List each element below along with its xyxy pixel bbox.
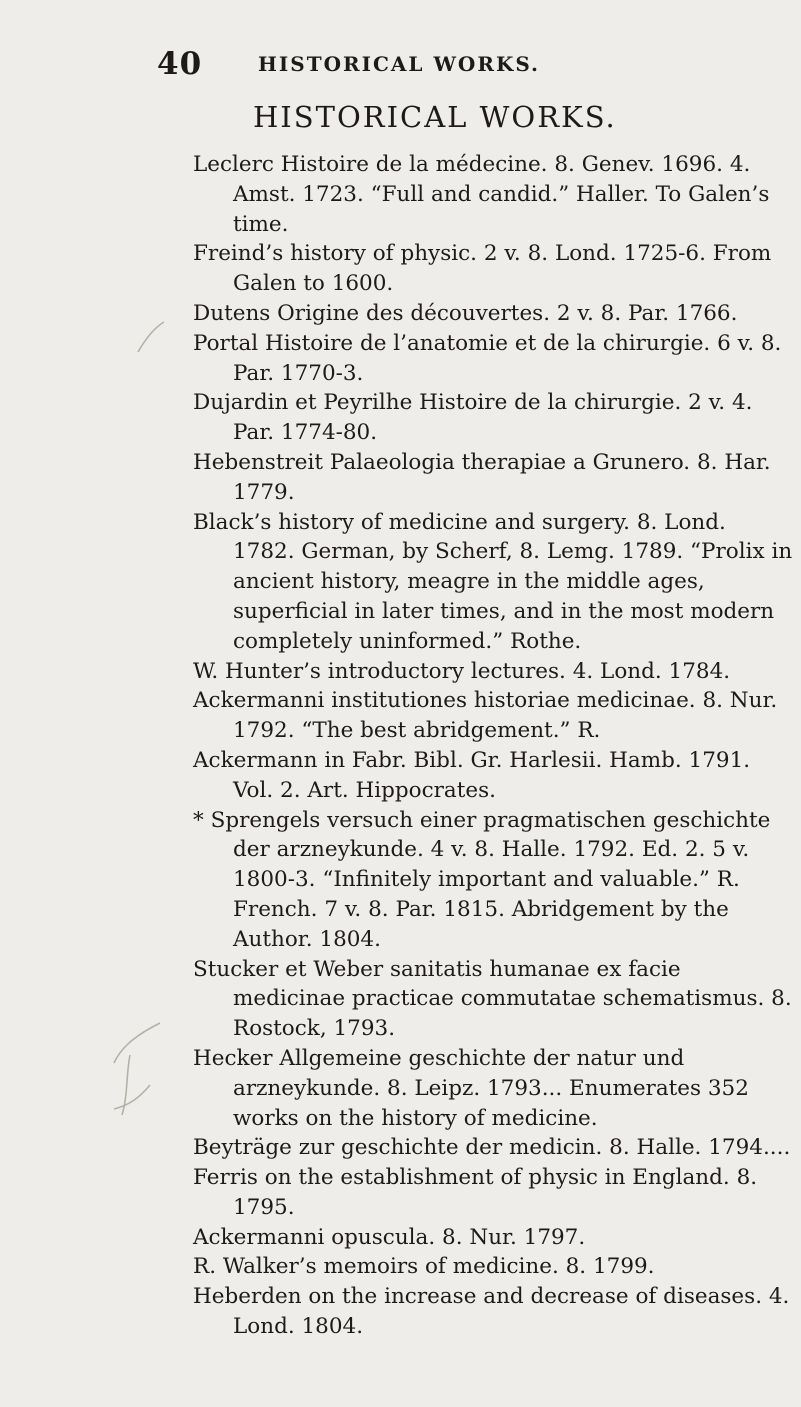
bibliography-entry: Dutens Origine des découvertes. 2 v. 8. Par. 1766. xyxy=(193,300,738,326)
bibliography-entry: Hecker Allgemeine geschichte der natur und arzneykunde. 8. Leipz. 1793... Enumerates 352 works on the history of medicine. xyxy=(193,1045,749,1131)
bibliography-entry: Ackermann in Fabr. Bibl. Gr. Harlesii. Hamb. 1791. Vol. 2. Art. Hippocrates. xyxy=(193,747,751,803)
bibliography-list xyxy=(193,150,793,1342)
margin-pencil-mark-icon xyxy=(130,318,170,358)
bibliography-entry: Ackermanni opuscula. 8. Nur. 1797. xyxy=(193,1224,586,1250)
bibliography-entry: Portal Histoire de l’anatomie et de la chirurgie. 6 v. 8. Par. 1770-3. xyxy=(193,330,782,386)
bibliography-entry: Freind’s history of physic. 2 v. 8. Lond. 1725-6. From Galen to 1600. xyxy=(193,241,772,297)
bibliography-entry: Ackermanni institutiones historiae medicinae. 8. Nur. 1792. “The best abridgement.” R. xyxy=(193,688,778,744)
bibliography-entry: Beyträge zur geschichte der medicin. 8. Halle. 1794.... xyxy=(193,1135,791,1161)
bibliography-entry: * Sprengels versuch einer pragmatischen geschichte der arzneykunde. 4 v. 8. Halle. 1792. Ed. 2. 5 v. 1800-3. “Infinitely important and valuable.” R. French. 7 v. 8. Par. 1815. Abridgement by the Author. 1804. xyxy=(193,807,771,952)
margin-bracket-mark-icon xyxy=(100,1015,170,1125)
running-head xyxy=(0,40,801,80)
section-title: HISTORICAL WORKS. xyxy=(253,100,617,134)
bibliography-entry: Stucker et Weber sanitatis humanae ex facie medicinae practicae commutatae schematismus. 8. Rostock, 1793. xyxy=(193,956,792,1042)
page-number: 40 xyxy=(157,46,203,82)
bibliography-entry: W. Hunter’s introductory lectures. 4. Lond. 1784. xyxy=(193,658,731,684)
bibliography-entry: Heberden on the increase and decrease of diseases. 4. Lond. 1804. xyxy=(193,1284,790,1340)
bibliography-entry: Hebenstreit Palaeologia therapiae a Grunero. 8. Har. 1779. xyxy=(193,449,771,505)
running-title: HISTORICAL WORKS. xyxy=(258,52,541,76)
bibliography-entry: R. Walker’s memoirs of medicine. 8. 1799. xyxy=(193,1254,655,1280)
bibliography-entry: Leclerc Histoire de la médecine. 8. Genev. 1696. 4. Amst. 1723. “Full and candid.” Haller. To Galen’s time. xyxy=(193,152,770,237)
bibliography-entry: Ferris on the establishment of physic in England. 8. 1795. xyxy=(193,1165,758,1220)
bibliography-entry: Dujardin et Peyrilhe Histoire de la chirurgie. 2 v. 4. Par. 1774-80. xyxy=(193,390,753,446)
bibliography-entry: Black’s history of medicine and surgery. 8. Lond. 1782. German, by Scherf, 8. Lemg. 1789. “Prolix in ancient history, meagre in the middle ages, superficial in later times, and in the most modern completely uninformed.” Rothe. xyxy=(193,509,793,654)
